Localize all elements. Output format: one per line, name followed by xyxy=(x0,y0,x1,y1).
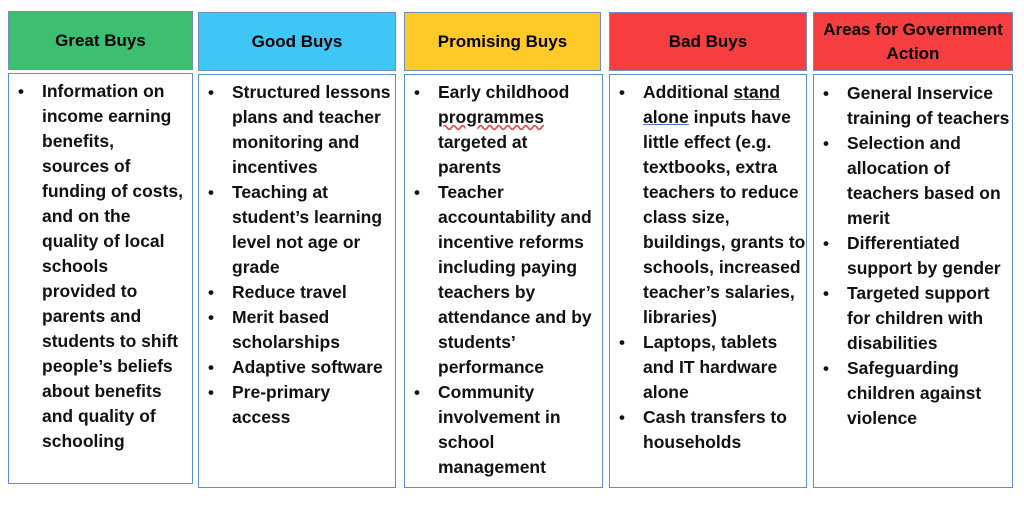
list-promising-buys xyxy=(405,80,595,480)
list-item: • General Inservice training of teachers xyxy=(814,81,1011,131)
panel-good-buys xyxy=(198,74,396,488)
header-government-action-label: Areas for Government Action xyxy=(823,19,1003,63)
header-great-buys-label: Great Buys xyxy=(55,30,146,50)
panel-great-buys xyxy=(8,73,193,484)
list-item: • Additional stand alone inputs have little effect (e.g. textbooks, extra teachers to reduce class size, buildings, grants to schools, increased teacher’s salaries, libraries) xyxy=(610,80,806,330)
list-item: • Merit based scholarships xyxy=(199,305,393,355)
header-promising-buys xyxy=(404,12,601,71)
list-item: • Community involvement in school management xyxy=(405,380,595,480)
list-good-buys xyxy=(199,80,393,430)
list-item: • Pre-primary access xyxy=(199,380,393,430)
header-bad-buys xyxy=(609,12,807,71)
list-item: • Reduce travel xyxy=(199,280,393,305)
header-government-action xyxy=(813,12,1013,71)
stand-alone-phrase: stand alone xyxy=(643,82,781,127)
list-item: • Early childhood programmes targeted at parents xyxy=(405,80,595,180)
list-item: • Structured lessons plans and teacher monitoring and incentives xyxy=(199,80,393,180)
list-item: • Targeted support for children with disabilities xyxy=(814,281,1011,356)
header-promising-buys-label: Promising Buys xyxy=(437,31,568,51)
list-bad-buys xyxy=(610,80,806,455)
list-item: • Information on income earning benefits, sources of funding of costs, and on the quality of local schools provided to parents and students to shift people’s beliefs about benefits and quality of schooling xyxy=(9,79,185,454)
list-government-action xyxy=(814,81,1011,431)
list-item: • Cash transfers to households xyxy=(610,405,806,455)
list-item: • Differentiated support by gender xyxy=(814,231,1011,281)
panel-promising-buys xyxy=(404,74,603,488)
header-great-buys xyxy=(8,11,193,70)
header-bad-buys-label: Bad Buys xyxy=(668,31,748,51)
panel-bad-buys xyxy=(609,74,807,488)
panel-government-action xyxy=(813,74,1013,488)
list-item: • Teaching at student’s learning level not age or grade xyxy=(199,180,393,280)
list-item: • Adaptive software xyxy=(199,355,393,380)
programmes-word: programmes xyxy=(438,107,545,127)
header-good-buys-label: Good Buys xyxy=(251,31,343,51)
list-item: • Teacher accountability and incentive reforms including paying teachers by attendance and by students’ performance xyxy=(405,180,595,380)
list-item: • Selection and allocation of teachers based on merit xyxy=(814,131,1011,231)
list-great-buys xyxy=(9,79,185,454)
list-item: • Safeguarding children against violence xyxy=(814,356,1011,431)
header-good-buys xyxy=(198,12,396,71)
list-item: • Laptops, tablets and IT hardware alone xyxy=(610,330,806,405)
